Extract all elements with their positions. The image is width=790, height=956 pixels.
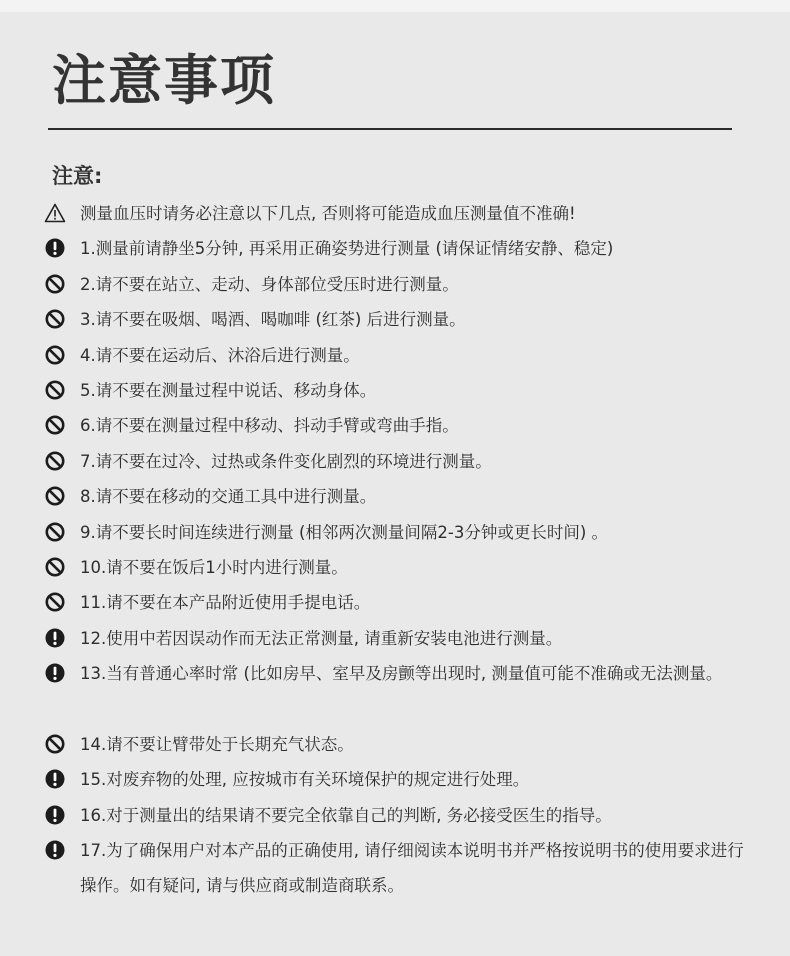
list-item-text: 2.请不要在站立、走动、身体部位受压时进行测量。: [80, 274, 459, 294]
list-item: [44, 338, 744, 373]
prohibited-icon: [44, 308, 66, 330]
list-item-text: 3.请不要在吸烟、喝酒、喝咖啡 (红茶) 后进行测量。: [80, 310, 466, 330]
list-item: [44, 231, 744, 266]
list-item-text: 6.请不要在测量过程中移动、抖动手臂或弯曲手指。: [80, 416, 459, 436]
list-item-text: 4.请不要在运动后、沐浴后进行测量。: [80, 345, 360, 365]
list-item-text: 8.请不要在移动的交通工具中进行测量。: [80, 487, 377, 507]
exclamation-circle-icon: [44, 839, 66, 861]
list-item-text: 12.使用中若因误动作而无法正常测量, 请重新安装电池进行测量。: [80, 628, 563, 648]
prohibited-icon: [44, 485, 66, 507]
list-item: [44, 302, 744, 337]
top-band: [0, 0, 790, 12]
list-item-text: 7.请不要在过冷、过热或条件变化剧烈的环境进行测量。: [80, 451, 492, 471]
list-item: [44, 373, 744, 408]
list-item-text: 测量血压时请务必注意以下几点, 否则将可能造成血压测量值不准确!: [80, 204, 576, 223]
notice-list: [44, 196, 744, 904]
prohibited-icon: [44, 273, 66, 295]
list-item: [44, 267, 744, 302]
prohibited-icon: [44, 379, 66, 401]
list-item: [44, 727, 744, 762]
list-item: [44, 798, 744, 833]
list-item: [44, 515, 744, 550]
list-item: [44, 656, 744, 727]
list-item-text: 5.请不要在测量过程中说话、移动身体。: [80, 380, 377, 400]
exclamation-circle-icon: [44, 662, 66, 684]
list-item-text: 9.请不要长时间连续进行测量 (相邻两次测量间隔2-3分钟或更长时间) 。: [80, 522, 609, 542]
prohibited-icon: [44, 521, 66, 543]
list-item-text: 11.请不要在本产品附近使用手提电话。: [80, 593, 371, 613]
prohibited-icon: [44, 414, 66, 436]
section-heading: 注意:: [52, 164, 103, 188]
prohibited-icon: [44, 591, 66, 613]
list-item: [44, 621, 744, 656]
list-item: [44, 408, 744, 443]
exclamation-circle-icon: [44, 237, 66, 259]
warning-triangle-icon: [44, 202, 66, 224]
page-title: 注意事项: [52, 49, 276, 112]
prohibited-icon: [44, 733, 66, 755]
list-item: [44, 444, 744, 479]
prohibited-icon: [44, 344, 66, 366]
prohibited-icon: [44, 450, 66, 472]
exclamation-circle-icon: [44, 804, 66, 826]
list-item-text: 16.对于测量出的结果请不要完全依靠自己的判断, 务必接受医生的指导。: [80, 805, 612, 825]
exclamation-circle-icon: [44, 768, 66, 790]
exclamation-circle-icon: [44, 627, 66, 649]
list-item: [44, 550, 744, 585]
list-item-text: 15.对废弃物的处理, 应按城市有关环境保护的规定进行处理。: [80, 770, 530, 790]
list-item: [44, 479, 744, 514]
list-item-text: 14.请不要让臂带处于长期充气状态。: [80, 734, 354, 754]
list-item-text: 10.请不要在饭后1小时内进行测量。: [80, 557, 348, 577]
list-item: [44, 762, 744, 797]
list-item: [44, 196, 744, 231]
list-item-text: 17.为了确保用户对本产品的正确使用, 请仔细阅读本说明书并严格按说明书的使用要求进行操作。如有疑问, 请与供应商或制造商联系。: [80, 841, 744, 896]
list-item-text: 13.当有普通心率时常 (比如房早、室早及房颤等出现时, 测量值可能不准确或无法测量。: [80, 664, 723, 684]
list-item: [44, 833, 744, 904]
list-item: [44, 585, 744, 620]
prohibited-icon: [44, 556, 66, 578]
list-item-text: 1.测量前请静坐5分钟, 再采用正确姿势进行测量 (请保证情绪安静、稳定): [80, 239, 614, 259]
title-divider: [48, 128, 732, 130]
